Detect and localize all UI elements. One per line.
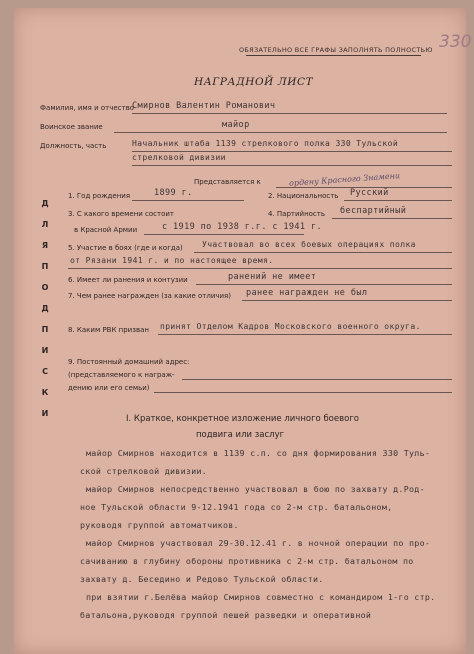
address-rule-2 xyxy=(154,392,452,393)
vertical-letter: П xyxy=(41,262,49,271)
army-rule xyxy=(144,234,304,235)
battles-rule-1 xyxy=(194,252,452,253)
address-label-2: (представляемого к награж- xyxy=(68,371,175,379)
vertical-letter: И xyxy=(41,346,49,355)
position-rule-1 xyxy=(132,151,452,152)
section-subheading: подвига или заслуг xyxy=(196,430,285,440)
since-label: 3. С какого времени состоит xyxy=(68,210,175,218)
header-underline xyxy=(246,55,421,56)
name-value: Смирнов Валентин Романович xyxy=(132,101,276,111)
body-line: майор Смирнов находится в 1139 с.п. со дня формирования 330 Туль- xyxy=(86,448,431,458)
rank-rule xyxy=(114,132,447,133)
document-title: НАГРАДНОЙ ЛИСТ xyxy=(194,76,314,88)
body-line: при взятии г.Белёва майор Смирнов совместно с командиром 1-го стр. xyxy=(86,592,436,602)
birth-value: 1899 г. xyxy=(154,188,193,198)
vertical-letter: Я xyxy=(41,241,49,250)
section-heading: I. Краткое, конкретное изложение личного боевого xyxy=(126,414,359,424)
name-rule xyxy=(132,113,447,114)
awards-rule xyxy=(242,300,452,301)
battles-rule-2 xyxy=(68,268,452,269)
address-label-3: дению или его семьи) xyxy=(68,384,150,392)
award-sheet xyxy=(14,8,472,654)
nationality-label: 2. Национальность xyxy=(268,192,339,200)
position-rule-2 xyxy=(132,165,452,166)
vertical-letter: К xyxy=(41,388,49,397)
rvk-rule xyxy=(158,334,452,335)
vertical-letter: И xyxy=(41,409,49,418)
wounds-rule xyxy=(196,284,452,285)
awards-value: ранее награжден не был xyxy=(246,288,368,298)
body-line: захвату д. Бесединo и Редово Тульской области. xyxy=(80,574,324,584)
position-value-1: Начальник штаба 1139 стрелкового полка 330 Тульской xyxy=(132,139,399,148)
body-line: руководя группой автоматчиков. xyxy=(80,520,239,530)
vertical-letter: Д xyxy=(41,304,49,313)
party-value: беспартийный xyxy=(340,206,407,216)
address-rule-1 xyxy=(182,379,452,380)
vertical-letter: С xyxy=(42,367,48,376)
vertical-label xyxy=(36,193,54,424)
rvk-label: 8. Каким РВК призван xyxy=(68,326,149,334)
presented-label: Представляется к xyxy=(194,178,261,186)
rvk-value: принят Отделом Кадров Московского военного округа. xyxy=(160,322,421,331)
body-line: ное Тульской области 9-12.1941 года со 2-м стр. батальоном, xyxy=(80,502,393,512)
battles-value-1: Участвовал во всех боевых операциях полка xyxy=(202,240,416,249)
address-label-1: 9. Постоянный домашний адрес: xyxy=(68,358,190,366)
wounds-label: 6. Имеет ли ранения и контузии xyxy=(68,276,188,284)
vertical-letter: Д xyxy=(41,199,49,208)
nationality-rule xyxy=(344,200,452,201)
body-line: батальона,руководя группой пешей разведки и оперативной xyxy=(80,610,372,620)
position-label: Должность, часть xyxy=(40,142,107,150)
birth-rule xyxy=(132,200,244,201)
party-label: 4. Партийность xyxy=(268,210,325,218)
awards-label: 7. Чем ранее награжден (за какие отличия) xyxy=(68,292,231,300)
nationality-value: Русский xyxy=(350,188,389,198)
party-rule xyxy=(332,218,452,219)
wounds-value: ранений не имеет xyxy=(228,272,317,282)
position-value-2: стрелковой дивизии xyxy=(132,153,226,162)
body-line: сачиванию в глубину обороны противника с 2-м стр. батальоном по xyxy=(80,556,414,566)
army-value: с 1919 по 1938 г.г. с 1941 г. xyxy=(162,222,323,232)
name-label: Фамилия, имя и отчество xyxy=(40,104,135,112)
archive-number: 330 xyxy=(439,32,472,52)
vertical-letter: П xyxy=(41,325,49,334)
vertical-letter: Л xyxy=(41,220,49,229)
body-line: ской стрелковой дивизии. xyxy=(80,466,208,476)
birth-label: 1. Год рождения xyxy=(68,192,131,200)
header-note: ОБЯЗАТЕЛЬНО ВСЕ ГРАФЫ ЗАПОЛНЯТЬ ПОЛНОСТЬЮ xyxy=(239,46,433,54)
battles-label: 5. Участие в боях (где и когда) xyxy=(68,244,183,252)
army-label: в Красной Армии xyxy=(74,226,138,234)
vertical-letter: О xyxy=(41,283,49,292)
body-line: майор Смирнов участвовал 29-30.12.41 г. в ночной операции по про- xyxy=(86,538,431,548)
body-line: майор Смирнов непосредственно участвовал в бою по захвату д.Род- xyxy=(86,484,425,494)
battles-value-2: от Рязани 1941 г. и по настоящее время. xyxy=(70,256,274,265)
rank-value: майор xyxy=(222,120,250,130)
rank-label: Воинское звание xyxy=(40,123,103,131)
presented-handwriting: ордену Красного Знамени xyxy=(288,171,401,188)
